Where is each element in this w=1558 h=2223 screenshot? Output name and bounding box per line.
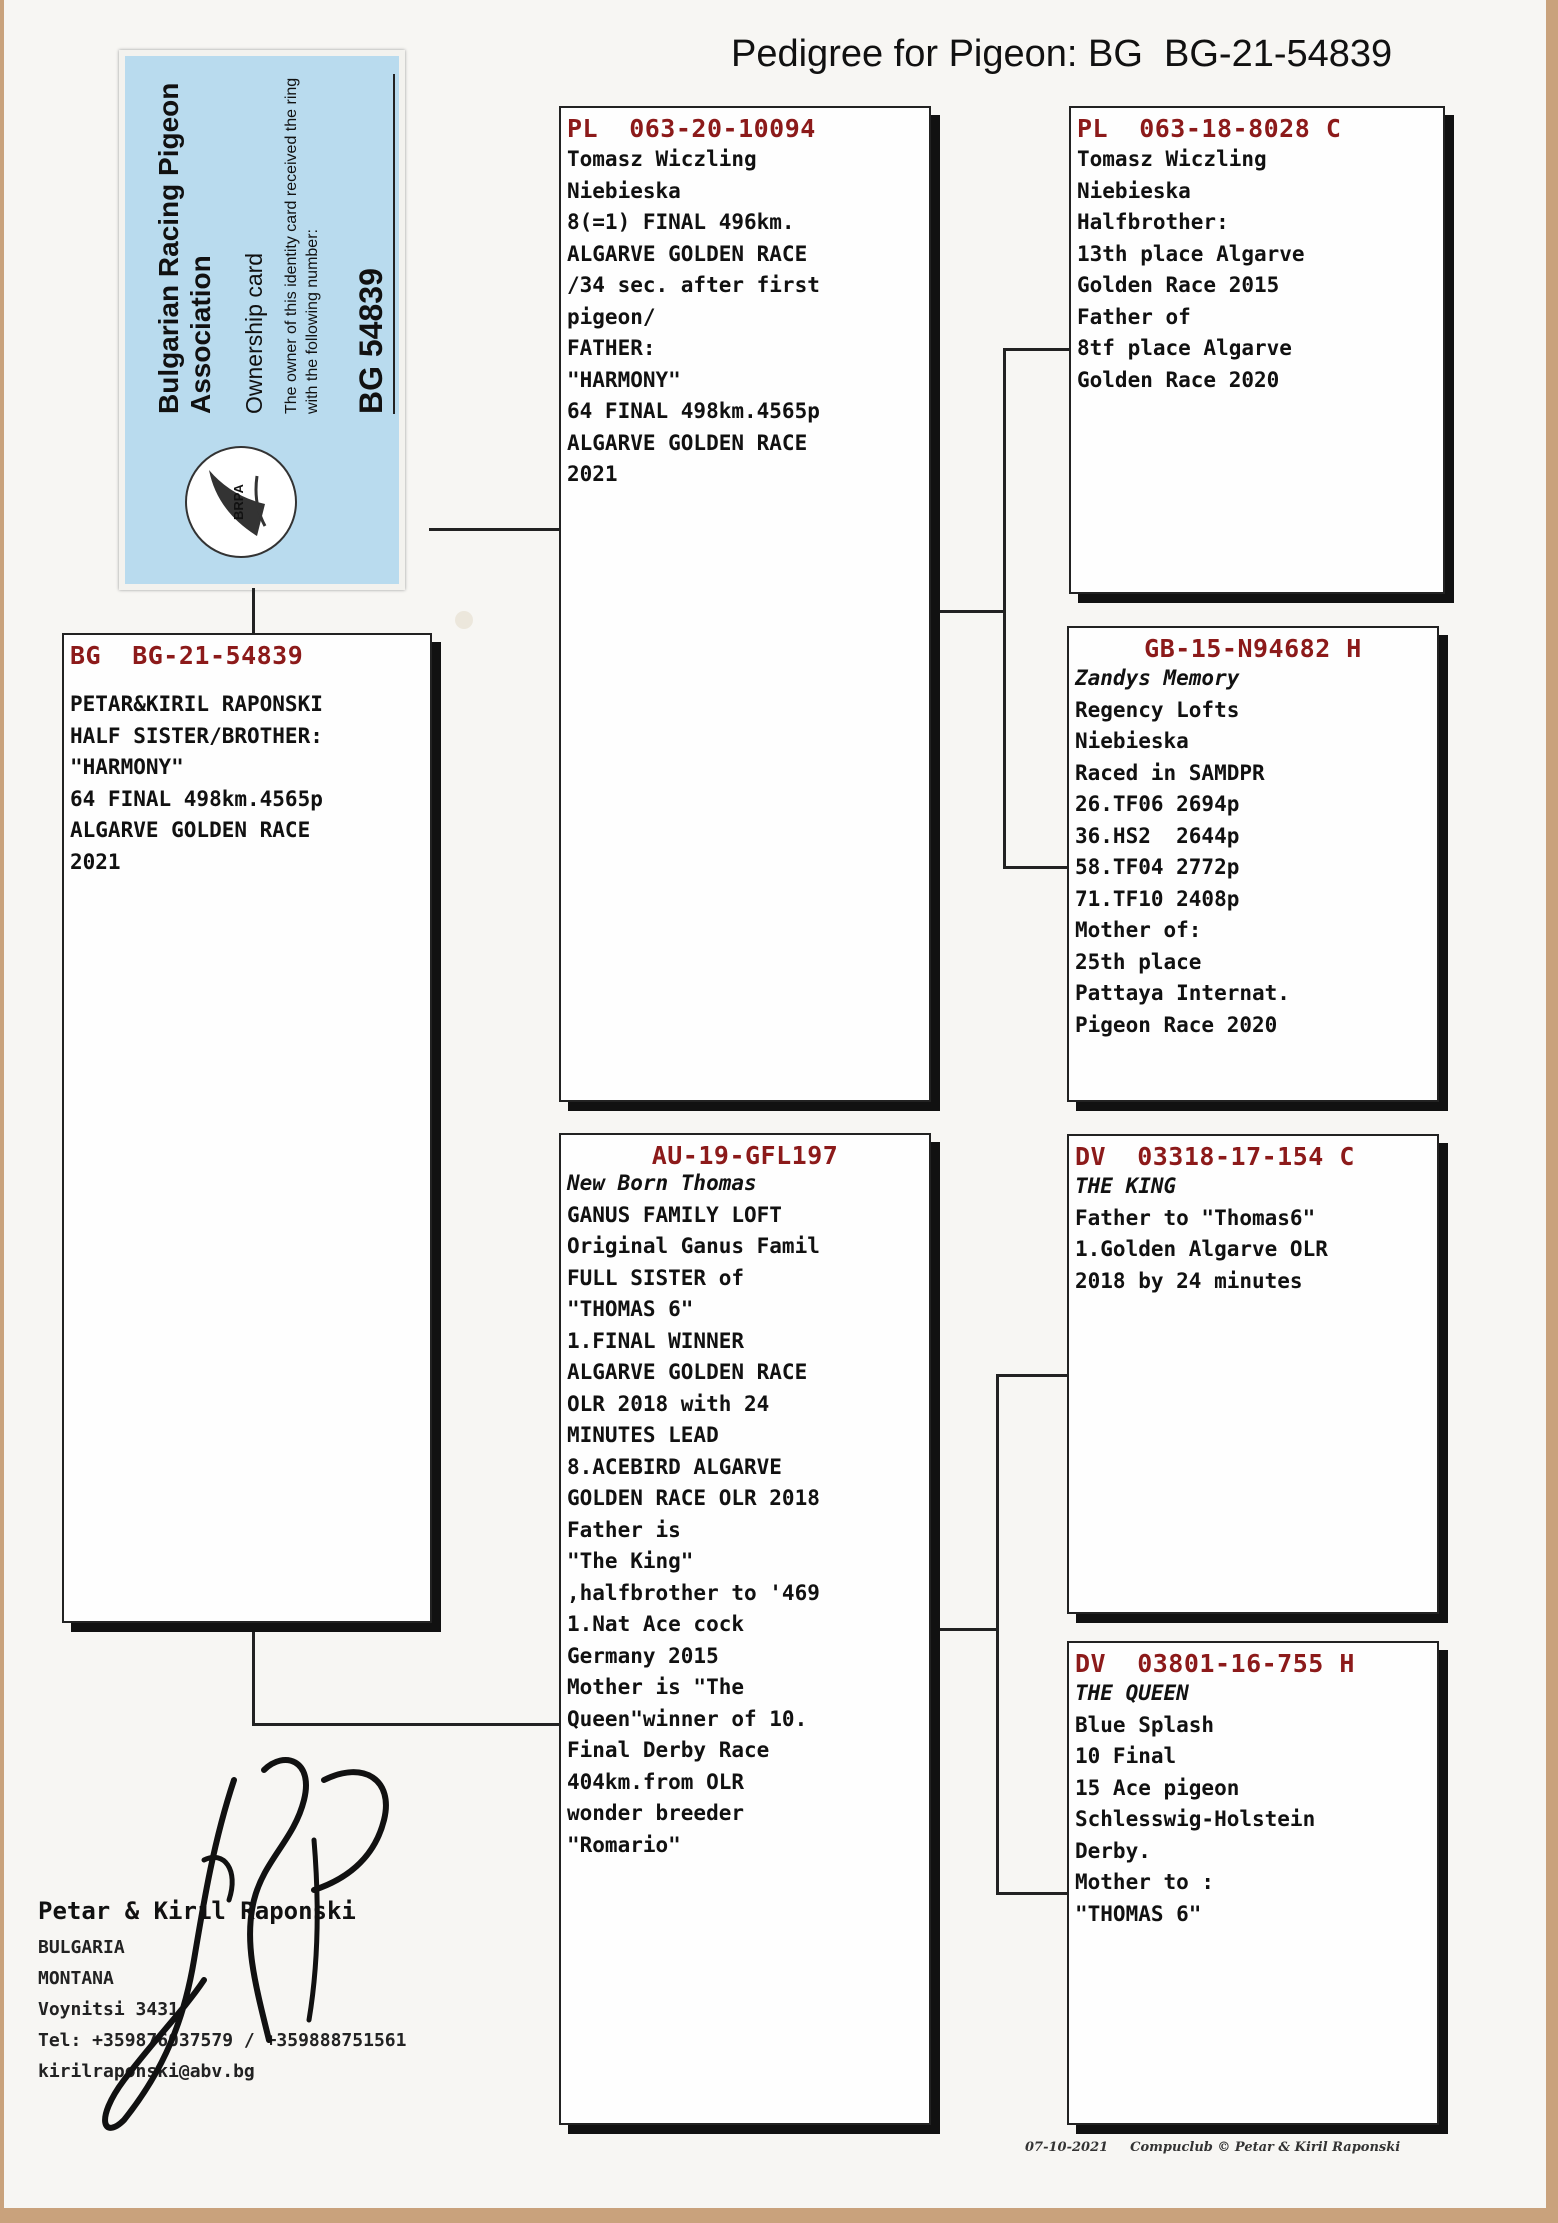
dam-box bbox=[559, 1133, 931, 2125]
detail-line: pigeon/ bbox=[567, 304, 656, 329]
detail-line: "Romario" bbox=[567, 1832, 681, 1857]
detail-line: New Born Thomas bbox=[567, 1171, 757, 1195]
detail-line: Niebieska bbox=[1075, 729, 1189, 753]
dam-sire-box bbox=[1067, 1134, 1439, 1614]
address-line: BULGARIA bbox=[38, 1937, 125, 1958]
detail-line: 1.Nat Ace cock bbox=[567, 1612, 745, 1636]
detail-line: 2018 by 24 minutes bbox=[1075, 1268, 1303, 1293]
connector-line bbox=[1003, 348, 1069, 351]
card-ring-number: BG 54839 bbox=[353, 268, 389, 414]
detail-line: Niebieska bbox=[567, 178, 681, 203]
owner-name: Petar & Kiril Raponski bbox=[38, 1897, 356, 1925]
address-line: MONTANA bbox=[38, 1968, 114, 1989]
detail-line: Golden Race 2015 bbox=[1077, 273, 1280, 297]
connector-line bbox=[996, 1374, 999, 1894]
sire-details bbox=[561, 144, 929, 491]
detail-line: OLR 2018 with 24 bbox=[567, 1391, 770, 1416]
detail-line: Derby. bbox=[1075, 1838, 1151, 1863]
detail-line: Pattaya Internat. bbox=[1075, 981, 1290, 1005]
detail-line: 8tf place Algarve bbox=[1077, 336, 1292, 360]
page-title: Pedigree for Pigeon: BG BG-21-54839 bbox=[731, 33, 1393, 75]
detail-line: 64 FINAL 498km.4565p bbox=[567, 399, 820, 423]
connector-line bbox=[429, 528, 559, 531]
card-type: Ownership card bbox=[241, 252, 267, 414]
detail-line: "HARMONY" bbox=[70, 755, 184, 779]
detail-line: "The King" bbox=[567, 1549, 694, 1573]
detail-line: 25th place bbox=[1075, 949, 1202, 974]
sire-dam-ring-number: GB-15-N94682 H bbox=[1144, 634, 1362, 663]
sire-box bbox=[559, 106, 931, 1102]
detail-line: Mother is "The bbox=[567, 1675, 745, 1699]
subject-ring-number: BG BG-21-54839 bbox=[70, 641, 304, 670]
detail-line: Golden Race 2020 bbox=[1077, 367, 1280, 392]
detail-line: Mother of: bbox=[1075, 918, 1202, 942]
detail-line: Schlesswig-Holstein bbox=[1075, 1807, 1316, 1831]
card-divider bbox=[393, 74, 395, 414]
detail-line: Regency Lofts bbox=[1075, 697, 1240, 722]
detail-line: Blue Splash bbox=[1075, 1712, 1215, 1737]
footer bbox=[1025, 2140, 1400, 2155]
ownership-card-face bbox=[125, 56, 399, 584]
brpa-logo-icon bbox=[185, 446, 297, 558]
detail-line: THE QUEEN bbox=[1075, 1681, 1189, 1705]
detail-line: wonder breeder bbox=[567, 1801, 745, 1825]
detail-line: FATHER: bbox=[567, 336, 656, 360]
detail-line: "HARMONY" bbox=[567, 367, 681, 392]
connector-line bbox=[1003, 348, 1006, 868]
detail-line: Raced in SAMDPR bbox=[1075, 760, 1265, 785]
connector-line bbox=[938, 1628, 998, 1631]
detail-line: Mother to : bbox=[1075, 1870, 1215, 1894]
connector-line bbox=[938, 610, 1005, 613]
sire-ring-number: PL 063-20-10094 bbox=[567, 114, 816, 143]
dam-sire-ring-number: DV 03318-17-154 C bbox=[1075, 1142, 1355, 1171]
detail-line: MINUTES LEAD bbox=[567, 1423, 719, 1447]
connector-line bbox=[996, 1374, 1069, 1377]
logo-abbreviation: BRPA bbox=[231, 484, 246, 520]
detail-line: 8(=1) FINAL 496km. bbox=[567, 210, 795, 234]
detail-line: 15 Ace pigeon bbox=[1075, 1775, 1240, 1800]
sire-sire-box bbox=[1069, 106, 1445, 594]
dam-dam-details bbox=[1069, 1678, 1437, 1930]
subject-details bbox=[64, 689, 430, 878]
detail-line: /34 sec. after first bbox=[567, 273, 820, 297]
detail-line: Zandys Memory bbox=[1075, 666, 1240, 690]
detail-line: ALGARVE GOLDEN RACE bbox=[567, 1360, 808, 1384]
detail-line: 1.Golden Algarve OLR bbox=[1075, 1237, 1328, 1261]
detail-line: Tomasz Wiczling bbox=[1077, 147, 1267, 171]
detail-line: GANUS FAMILY LOFT bbox=[567, 1202, 782, 1227]
pedigree-sheet bbox=[4, 0, 1546, 2208]
detail-line: HALF SISTER/BROTHER: bbox=[70, 723, 323, 748]
dam-ring-number: AU-19-GFL197 bbox=[651, 1141, 839, 1170]
detail-line: FULL SISTER of bbox=[567, 1265, 745, 1290]
detail-line: 13th place Algarve bbox=[1077, 241, 1305, 266]
address-phone: Tel: +359876037579 / +359888751561 bbox=[38, 2030, 407, 2051]
detail-line: Father to "Thomas6" bbox=[1075, 1205, 1316, 1230]
detail-line: "THOMAS 6" bbox=[567, 1297, 694, 1321]
detail-line: Final Derby Race bbox=[567, 1738, 770, 1762]
sire-dam-details bbox=[1069, 663, 1437, 1041]
card-statement: The owner of this identity card received the ring with the following number: bbox=[283, 77, 321, 414]
connector-line bbox=[1003, 866, 1069, 869]
detail-line: 1.FINAL WINNER bbox=[567, 1328, 745, 1353]
sire-sire-details bbox=[1071, 144, 1443, 396]
detail-line: GOLDEN RACE OLR 2018 bbox=[567, 1486, 820, 1510]
detail-line: 404km.from OLR bbox=[567, 1769, 745, 1794]
footer-date: 07-10-2021 bbox=[1025, 2140, 1109, 2155]
footer-credit: Compuclub © Petar & Kiril Raponski bbox=[1130, 2140, 1401, 2155]
detail-line: Niebieska bbox=[1077, 178, 1191, 203]
detail-line: THE KING bbox=[1075, 1174, 1177, 1198]
address-line: Voynitsi 3431 bbox=[38, 1999, 179, 2020]
detail-line: 64 FINAL 498km.4565p bbox=[70, 786, 323, 811]
dam-dam-box bbox=[1067, 1641, 1439, 2125]
detail-line: PETAR&KIRIL RAPONSKI bbox=[70, 692, 323, 716]
dam-dam-ring-number: DV 03801-16-755 H bbox=[1075, 1649, 1355, 1678]
detail-line: ,halfbrother to '469 bbox=[567, 1580, 820, 1605]
detail-line: 2021 bbox=[70, 849, 121, 874]
subject-pigeon-box bbox=[62, 633, 432, 1623]
connector-line bbox=[252, 1723, 559, 1726]
detail-line: 71.TF10 2408p bbox=[1075, 886, 1240, 911]
detail-line: Father is bbox=[567, 1517, 681, 1542]
ownership-card bbox=[119, 50, 405, 590]
detail-line: Tomasz Wiczling bbox=[567, 147, 757, 171]
detail-line: 10 Final bbox=[1075, 1744, 1177, 1768]
association-name: Bulgarian Racing Pigeon Association bbox=[153, 82, 216, 414]
dam-details bbox=[561, 1168, 929, 1861]
connector-line bbox=[252, 588, 255, 635]
detail-line: Halfbrother: bbox=[1077, 210, 1229, 234]
sire-sire-ring-number: PL 063-18-8028 C bbox=[1077, 114, 1342, 143]
detail-line: ALGARVE GOLDEN RACE bbox=[567, 241, 808, 266]
connector-line bbox=[252, 1629, 255, 1725]
detail-line: 26.TF06 2694p bbox=[1075, 792, 1240, 816]
detail-line: Germany 2015 bbox=[567, 1643, 719, 1668]
dam-sire-details bbox=[1069, 1171, 1437, 1297]
connector-line bbox=[996, 1892, 1069, 1895]
address-email: kirilraponski@abv.bg bbox=[38, 2061, 255, 2082]
signature-icon bbox=[64, 1740, 464, 2140]
detail-line: 36.HS2 2644p bbox=[1075, 823, 1240, 848]
ownership-card-content bbox=[145, 64, 405, 564]
detail-line: Pigeon Race 2020 bbox=[1075, 1012, 1278, 1037]
detail-line: Father of bbox=[1077, 304, 1191, 329]
detail-line: ALGARVE GOLDEN RACE bbox=[567, 430, 808, 455]
paper-mark bbox=[455, 611, 473, 629]
detail-line: 8.ACEBIRD ALGARVE bbox=[567, 1454, 782, 1479]
detail-line: Queen"winner of 10. bbox=[567, 1706, 808, 1731]
detail-line: 58.TF04 2772p bbox=[1075, 855, 1240, 879]
sire-dam-box bbox=[1067, 626, 1439, 1102]
detail-line: ALGARVE GOLDEN RACE bbox=[70, 818, 311, 842]
detail-line: 2021 bbox=[567, 462, 618, 486]
detail-line: Original Ganus Famil bbox=[567, 1234, 820, 1258]
detail-line: "THOMAS 6" bbox=[1075, 1901, 1202, 1926]
